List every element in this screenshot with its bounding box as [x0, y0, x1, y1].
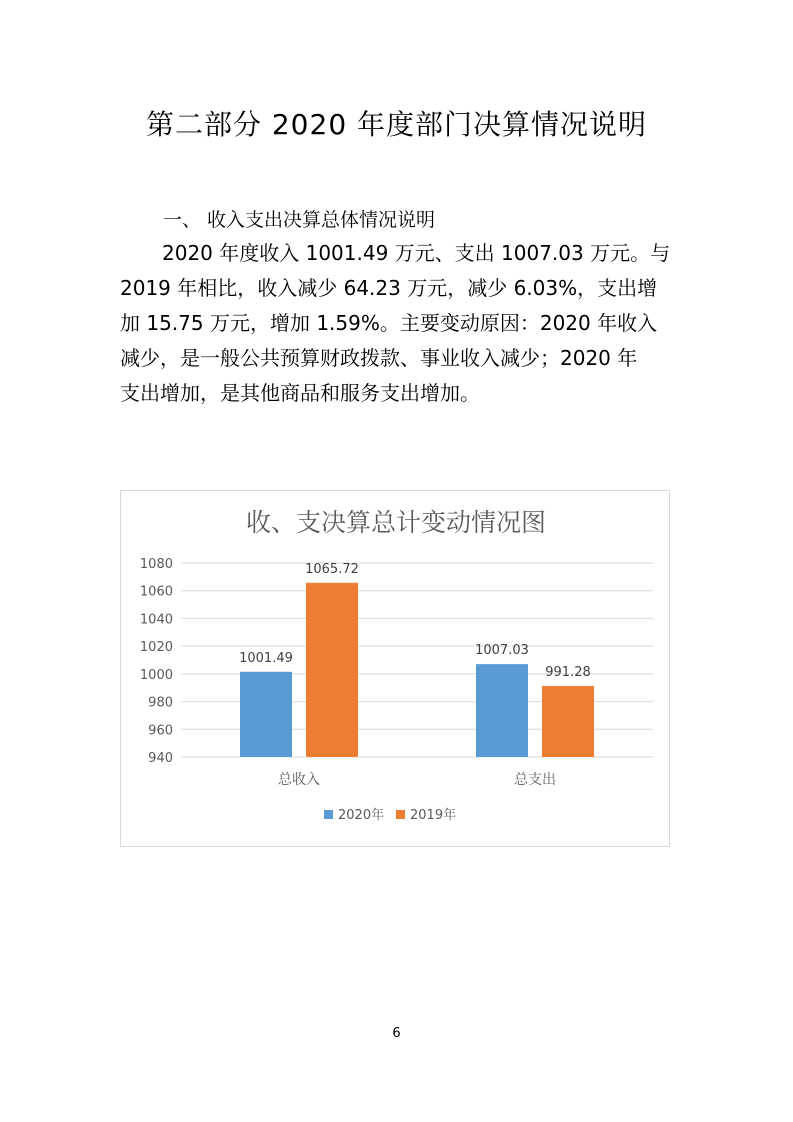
paragraph-line: 支出增加，是其他商品和服务支出增加。	[120, 381, 480, 405]
legend-swatch	[396, 810, 405, 819]
y-tick-label: 960	[148, 723, 173, 739]
y-tick-label: 940	[148, 751, 173, 766]
legend-label: 2019年	[410, 808, 457, 823]
chart-canvas	[121, 491, 671, 848]
summary-paragraph	[120, 236, 680, 411]
page-number: 6	[392, 1026, 401, 1041]
bar-chart	[120, 490, 670, 847]
legend-swatch	[324, 810, 333, 819]
data-label: 991.28	[545, 664, 591, 680]
data-label: 1001.49	[239, 650, 293, 666]
bar	[306, 583, 358, 757]
bar	[476, 664, 528, 757]
section-heading: 一、 收入支出决算总体情况说明	[163, 209, 436, 231]
paragraph-line: 减少，是一般公共预算财政拨款、事业收入减少；2020 年	[120, 346, 638, 370]
legend-label: 2020年	[338, 808, 385, 823]
x-category-label: 总收入	[278, 772, 320, 788]
y-tick-label: 1040	[139, 612, 173, 628]
bar	[240, 672, 292, 757]
data-label: 1065.72	[305, 561, 359, 577]
x-category-label: 总支出	[514, 772, 556, 788]
y-tick-label: 980	[148, 695, 173, 711]
y-tick-label: 1080	[139, 557, 173, 572]
page-title: 第二部分 2020 年度部门决算情况说明	[145, 108, 648, 141]
paragraph-line: 2019 年相比，收入减少 64.23 万元，减少 6.03%，支出增	[120, 276, 658, 300]
chart-title: 收、支决算总计变动情况图	[245, 508, 547, 537]
y-tick-label: 1000	[139, 667, 173, 683]
paragraph-line: 加 15.75 万元，增加 1.59%。主要变动原因：2020 年收入	[120, 311, 658, 335]
data-label: 1007.03	[475, 643, 529, 659]
y-tick-label: 1020	[139, 640, 173, 656]
y-tick-label: 1060	[139, 584, 173, 600]
paragraph-line: 2020 年度收入 1001.49 万元、支出 1007.03 万元。与	[162, 241, 671, 265]
bar	[542, 686, 594, 757]
